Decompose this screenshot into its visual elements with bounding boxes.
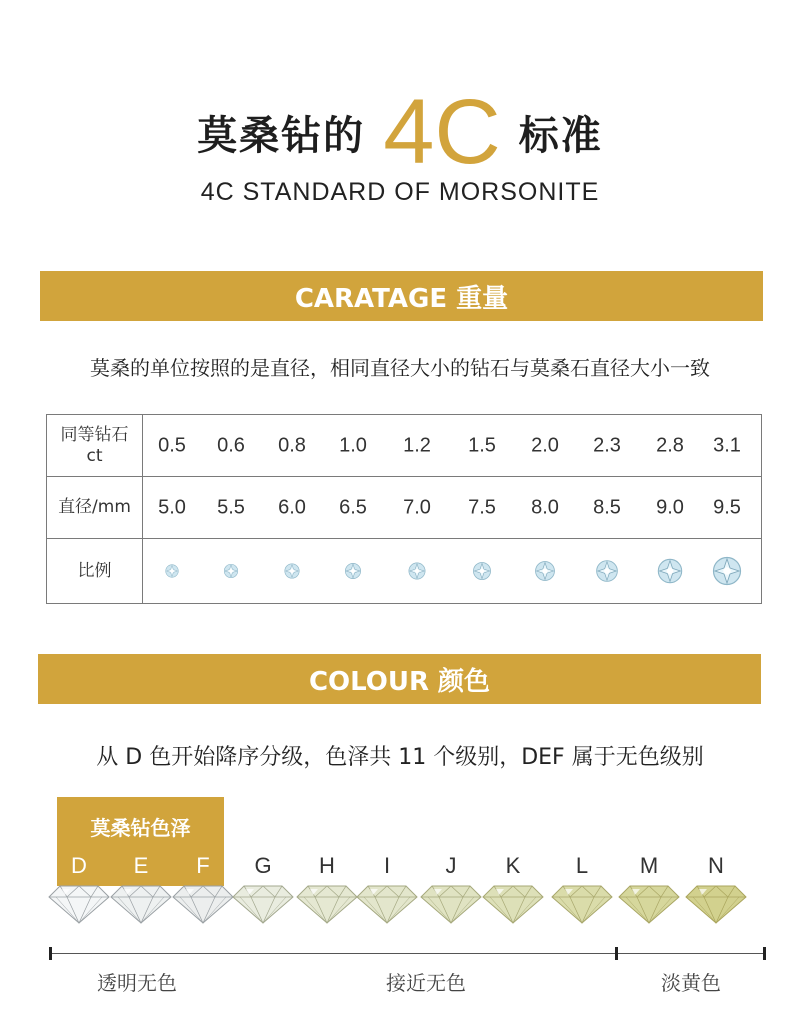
diamond-scale-icon [596,560,619,583]
scale-line [50,953,765,954]
diamond-d-icon [48,884,110,924]
diameter-values [143,477,761,538]
carat-value: 3.1 [713,434,741,456]
colour-description: 从 D 色开始降序分级，色泽共 11 个级别，DEF 属于无色级别 [96,745,704,770]
page-subtitle: 4C STANDARD OF MORSONITE [200,178,600,206]
scale-tick [49,947,52,960]
scale-label-near-colorless: 接近无色 [386,971,466,995]
color-grade-n: N [708,853,724,878]
carat-value: 0.8 [278,434,306,456]
scale-label-light-yellow: 淡黄色 [661,971,721,995]
color-grade-e: E [133,853,149,878]
diamond-scale-icon [165,564,179,578]
diameter-value: 5.5 [217,496,245,518]
color-grade-m: M [639,853,659,878]
diameter-value: 9.5 [713,496,741,518]
color-grade-l: L [575,853,589,878]
scale-icons [143,539,761,603]
carat-value: 1.5 [468,434,496,456]
row-head-scale: 比例 [47,539,143,604]
diamond-i-icon [356,884,418,924]
diamond-l-icon [551,884,613,924]
title-4c: 4C [383,81,501,183]
scale-tick [763,947,766,960]
diameter-value: 6.5 [339,496,367,518]
carat-value: 2.8 [656,434,684,456]
diamond-scale-icon [284,563,300,579]
mosang-color-label: 莫桑钻色泽 [90,816,191,840]
row-head-carat-line1: 同等钻石 [60,424,129,445]
diameter-value: 9.0 [656,496,684,518]
diamond-j-icon [420,884,482,924]
diameter-value: 7.5 [468,496,496,518]
carat-value: 1.0 [339,434,367,456]
diamond-scale-icon [535,561,556,582]
diamond-h-icon [296,884,358,924]
diamond-m-icon [618,884,680,924]
carat-section-bar: CARATAGE 重量 [40,271,763,321]
diamond-n-icon [685,884,747,924]
carat-value: 2.3 [593,434,621,456]
diamond-scale-icon [408,562,426,580]
color-grade-k: K [505,853,521,878]
diamond-e-icon [110,884,172,924]
carat-table [46,414,762,604]
diamond-scale-icon [345,563,362,580]
scale-label-transparent: 透明无色 [97,971,177,995]
scale-icons-row [143,539,762,604]
title-left: 莫桑钻的 [197,112,366,159]
diamond-g-icon [232,884,294,924]
page-title [0,82,800,182]
carat-value: 1.2 [403,434,431,456]
diameter-value: 5.0 [158,496,186,518]
diameter-value: 6.0 [278,496,306,518]
carat-value: 2.0 [531,434,559,456]
color-grade-f: F [196,853,210,878]
title-right: 标准 [518,112,603,159]
diameter-value: 8.0 [531,496,559,518]
color-grade-h: H [319,853,335,878]
color-grade-d: D [71,853,87,878]
color-grade-i: I [383,853,391,878]
color-grade-j: J [445,853,457,878]
carat-value: 0.6 [217,434,245,456]
diamond-scale-icon [224,564,239,579]
diamond-f-icon [172,884,234,924]
row-head-carat [47,415,143,477]
carat-description: 莫桑的单位按照的是直径，相同直径大小的钻石与莫桑石直径大小一致 [90,356,710,380]
carat-value: 0.5 [158,434,186,456]
carat-values [143,415,761,476]
diameter-values-row [143,477,762,539]
colour-section-bar: COLOUR 颜色 [38,654,761,704]
diameter-value: 7.0 [403,496,431,518]
diamond-scale-icon [473,562,492,581]
diameter-value: 8.5 [593,496,621,518]
scale-tick [615,947,618,960]
carat-values-row [143,415,762,477]
diamond-scale-icon [712,556,742,586]
diamond-k-icon [482,884,544,924]
row-head-diameter: 直径/mm [47,477,143,539]
diamond-scale-icon [657,558,683,584]
row-head-carat-line2: ct [86,445,103,466]
color-grade-g: G [254,853,272,878]
